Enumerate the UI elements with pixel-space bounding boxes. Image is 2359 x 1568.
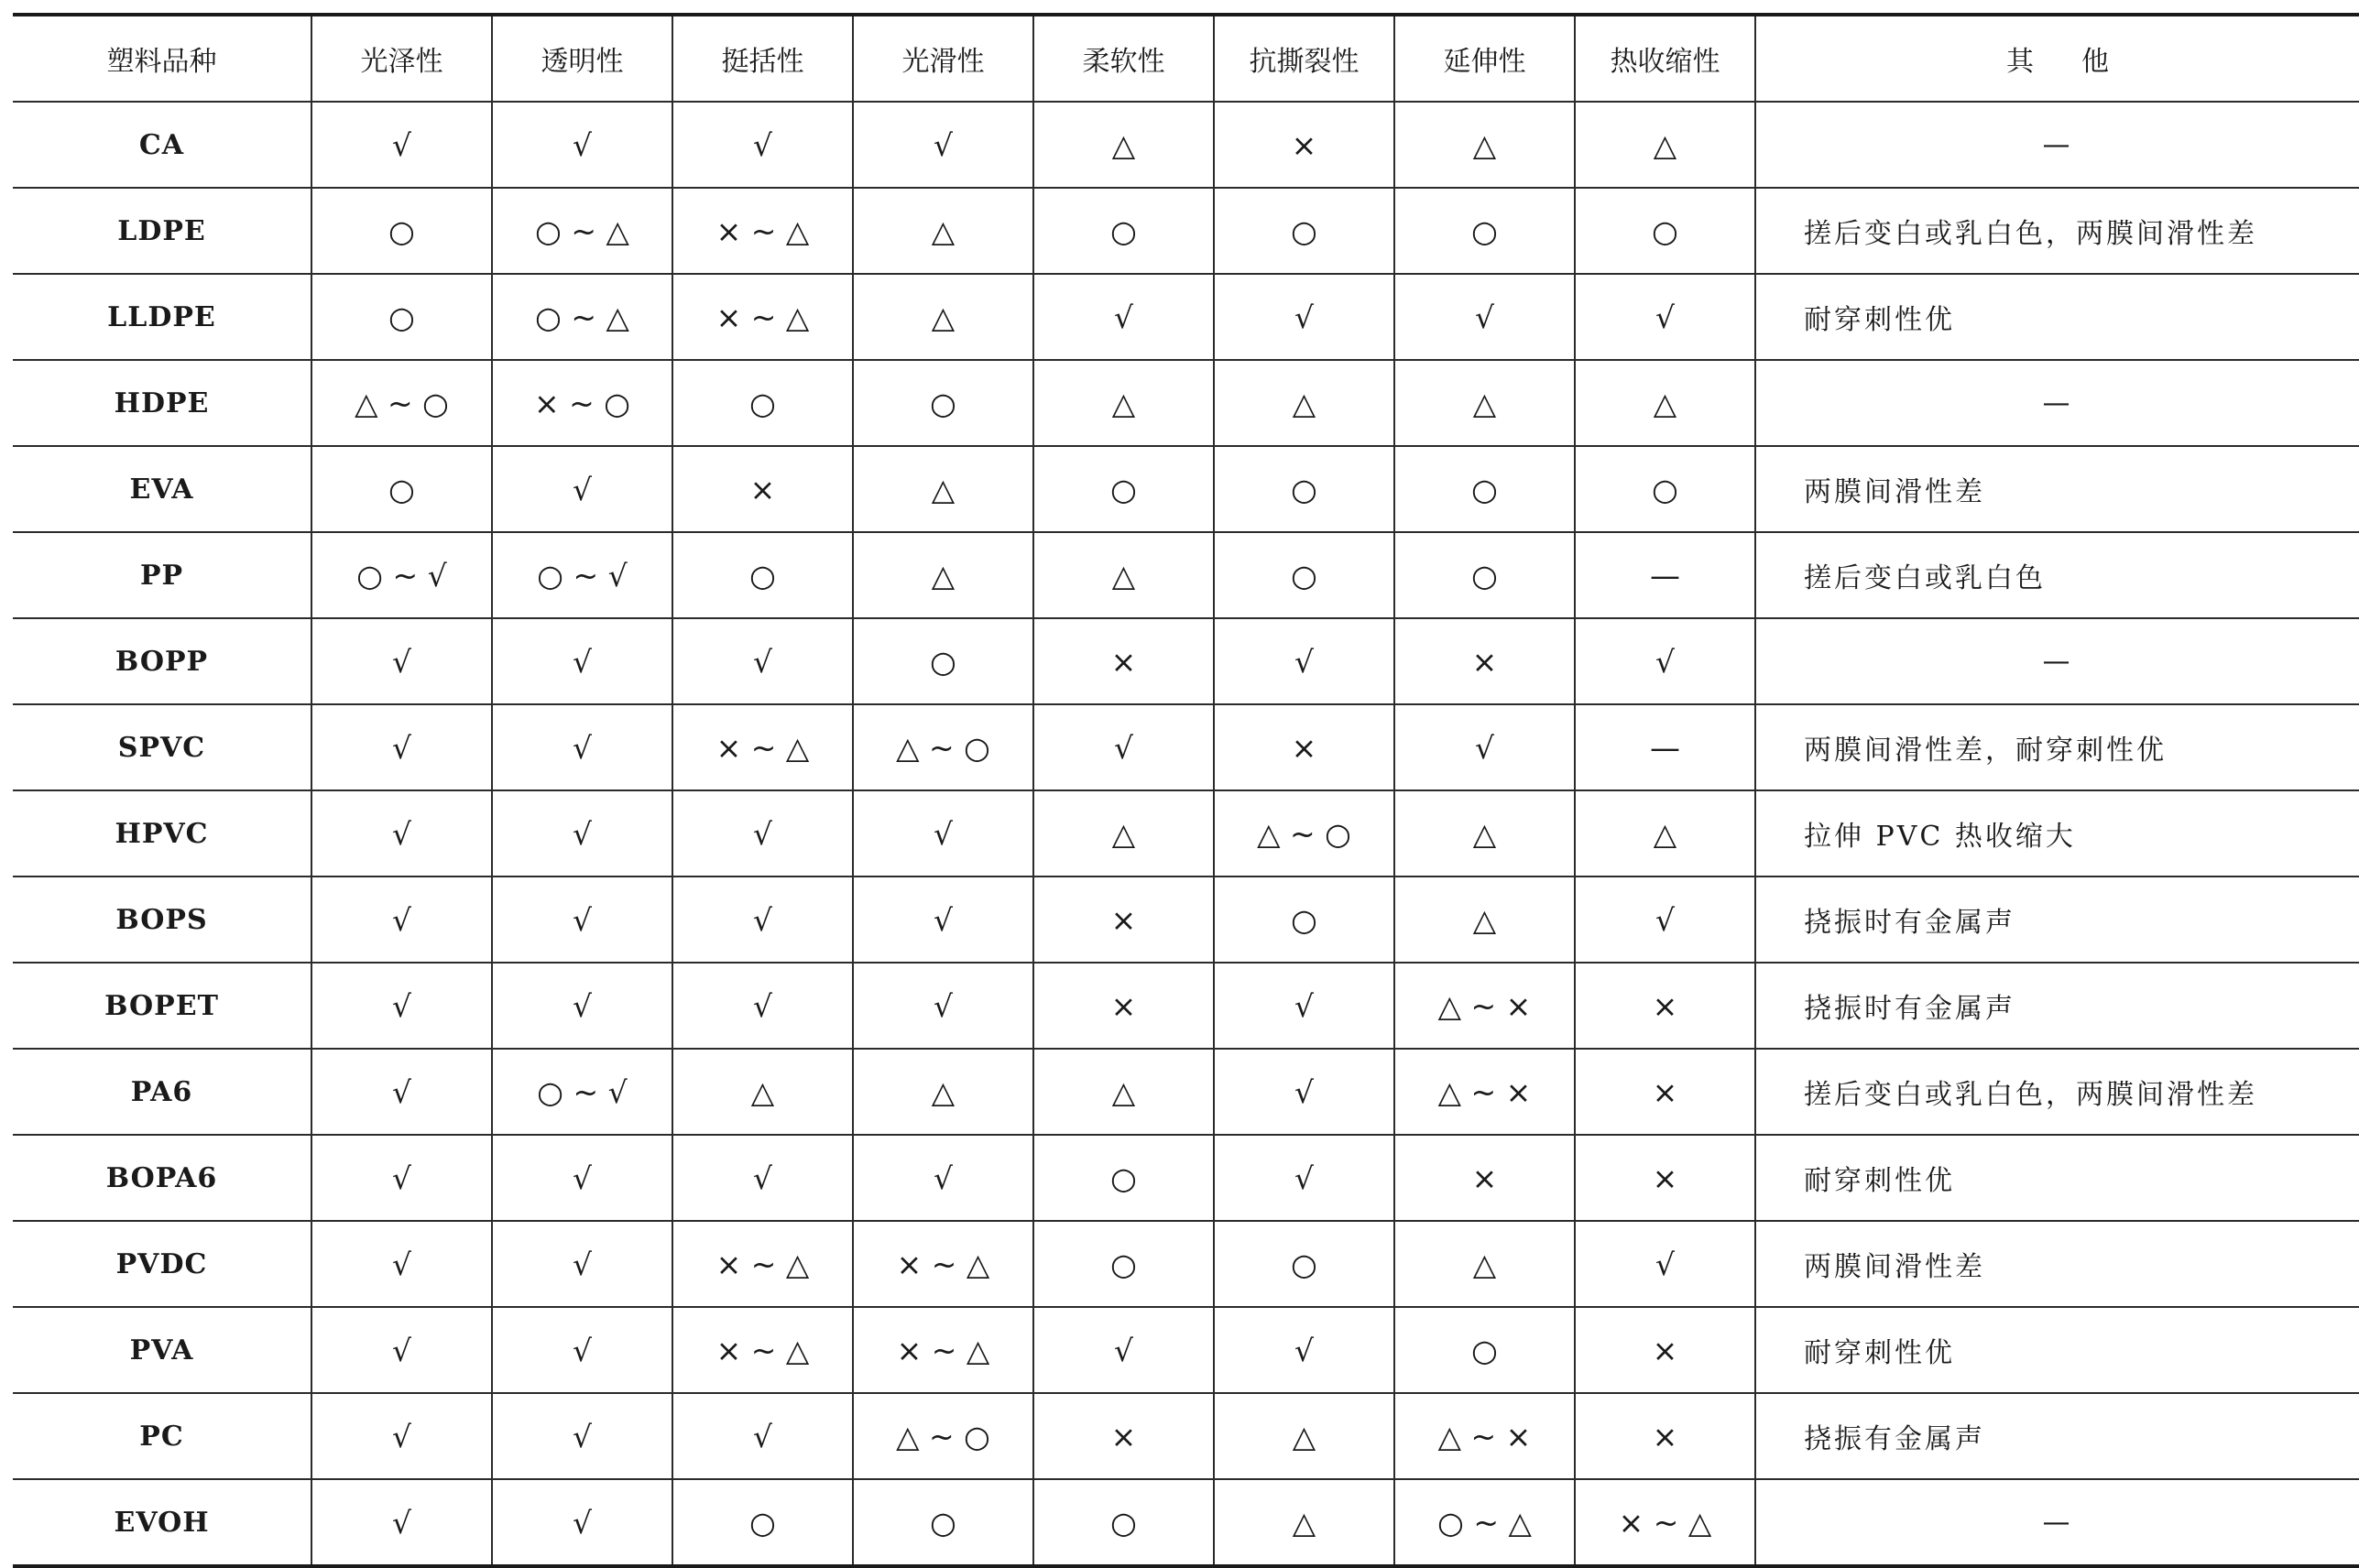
cell-plastic-type: PVDC [13,1221,311,1307]
cell-plastic-type: BOPP [13,618,311,704]
cell-other: 搓后变白或乳白色，两膜间滑性差 [1755,188,2359,274]
cell-other: — [1755,618,2359,704]
cell-softness: ○ [1033,446,1214,532]
cell-transparency: √ [492,102,672,188]
cell-tear-resistance: √ [1214,618,1394,704]
cell-other: 两膜间滑性差 [1755,446,2359,532]
cell-plastic-type: LLDPE [13,274,311,360]
cell-other: — [1755,360,2359,446]
cell-smoothness: × ~ △ [853,1307,1033,1393]
cell-elongation: ○ ~ △ [1394,1479,1575,1566]
table-row [13,1393,2359,1479]
cell-tear-resistance: × [1214,102,1394,188]
cell-softness: × [1033,1393,1214,1479]
header-row [13,15,2359,102]
cell-stiffness: ○ [672,1479,853,1566]
cell-transparency: √ [492,877,672,963]
cell-plastic-type: PA6 [13,1049,311,1135]
cell-tear-resistance: ○ [1214,877,1394,963]
cell-softness: △ [1033,1049,1214,1135]
cell-stiffness: √ [672,963,853,1049]
cell-gloss: ○ [311,188,492,274]
cell-smoothness: △ ~ ○ [853,1393,1033,1479]
cell-tear-resistance: △ ~ ○ [1214,790,1394,877]
cell-softness: △ [1033,102,1214,188]
cell-elongation: ○ [1394,1307,1575,1393]
header-other: 其他 [1755,15,2359,102]
cell-elongation: △ ~ × [1394,1049,1575,1135]
cell-stiffness: × ~ △ [672,704,853,790]
cell-gloss: √ [311,1393,492,1479]
cell-smoothness: △ ~ ○ [853,704,1033,790]
cell-stiffness: × ~ △ [672,1221,853,1307]
header-smoothness: 光滑性 [853,15,1033,102]
cell-transparency: √ [492,790,672,877]
cell-heat-shrinkage: ○ [1575,188,1755,274]
cell-tear-resistance: √ [1214,963,1394,1049]
table-row [13,532,2359,618]
cell-stiffness: △ [672,1049,853,1135]
cell-gloss: ○ [311,446,492,532]
table-row [13,1307,2359,1393]
cell-transparency: ○ ~ √ [492,532,672,618]
cell-transparency: √ [492,446,672,532]
cell-tear-resistance: ○ [1214,446,1394,532]
cell-other: 挠振时有金属声 [1755,877,2359,963]
cell-tear-resistance: √ [1214,1307,1394,1393]
cell-other: 两膜间滑性差，耐穿刺性优 [1755,704,2359,790]
cell-stiffness: × ~ △ [672,274,853,360]
cell-stiffness: ○ [672,532,853,618]
cell-softness: ○ [1033,1479,1214,1566]
cell-heat-shrinkage: √ [1575,618,1755,704]
cell-plastic-type: CA [13,102,311,188]
cell-plastic-type: EVA [13,446,311,532]
cell-other: 耐穿刺性优 [1755,1307,2359,1393]
cell-elongation: △ ~ × [1394,963,1575,1049]
cell-heat-shrinkage: √ [1575,274,1755,360]
cell-heat-shrinkage: ○ [1575,446,1755,532]
cell-tear-resistance: ○ [1214,532,1394,618]
cell-elongation: △ [1394,360,1575,446]
cell-elongation: △ [1394,1221,1575,1307]
cell-softness: √ [1033,1307,1214,1393]
table-row [13,188,2359,274]
cell-elongation: ○ [1394,446,1575,532]
cell-elongation: ○ [1394,532,1575,618]
table-row [13,704,2359,790]
cell-other: 挠振时有金属声 [1755,963,2359,1049]
cell-heat-shrinkage: × [1575,963,1755,1049]
cell-softness: × [1033,618,1214,704]
cell-heat-shrinkage: × [1575,1049,1755,1135]
cell-stiffness: ○ [672,360,853,446]
cell-heat-shrinkage: × ~ △ [1575,1479,1755,1566]
cell-softness: × [1033,877,1214,963]
cell-elongation: △ [1394,790,1575,877]
cell-plastic-type: PVA [13,1307,311,1393]
header-elongation: 延伸性 [1394,15,1575,102]
cell-tear-resistance: × [1214,704,1394,790]
cell-elongation: √ [1394,274,1575,360]
cell-other: 拉伸 PVC 热收缩大 [1755,790,2359,877]
cell-transparency: √ [492,963,672,1049]
cell-gloss: √ [311,1135,492,1221]
cell-gloss: ○ [311,274,492,360]
cell-gloss: √ [311,790,492,877]
table-row [13,1221,2359,1307]
cell-smoothness: × ~ △ [853,1221,1033,1307]
cell-transparency: √ [492,1221,672,1307]
cell-other: 挠振有金属声 [1755,1393,2359,1479]
cell-gloss: √ [311,704,492,790]
cell-plastic-type: SPVC [13,704,311,790]
cell-plastic-type: BOPS [13,877,311,963]
cell-gloss: √ [311,1479,492,1566]
cell-tear-resistance: ○ [1214,1221,1394,1307]
header-gloss: 光泽性 [311,15,492,102]
cell-other: 耐穿刺性优 [1755,274,2359,360]
cell-smoothness: √ [853,877,1033,963]
cell-smoothness: √ [853,963,1033,1049]
cell-transparency: √ [492,1479,672,1566]
cell-plastic-type: BOPA6 [13,1135,311,1221]
cell-gloss: √ [311,102,492,188]
table-row [13,102,2359,188]
cell-transparency: × ~ ○ [492,360,672,446]
table-row [13,1479,2359,1566]
cell-other: — [1755,102,2359,188]
cell-gloss: √ [311,877,492,963]
cell-heat-shrinkage: × [1575,1135,1755,1221]
cell-tear-resistance: √ [1214,1135,1394,1221]
cell-smoothness: △ [853,188,1033,274]
cell-gloss: √ [311,1307,492,1393]
cell-stiffness: × [672,446,853,532]
table-row [13,446,2359,532]
cell-gloss: √ [311,963,492,1049]
cell-plastic-type: HDPE [13,360,311,446]
cell-stiffness: × ~ △ [672,1307,853,1393]
cell-transparency: √ [492,1135,672,1221]
header-tear-resistance: 抗撕裂性 [1214,15,1394,102]
cell-heat-shrinkage: — [1575,532,1755,618]
cell-smoothness: ○ [853,360,1033,446]
cell-other: — [1755,1479,2359,1566]
table-row [13,274,2359,360]
header-plastic-type: 塑料品种 [13,15,311,102]
cell-heat-shrinkage: × [1575,1393,1755,1479]
table-body [13,102,2359,1566]
cell-gloss: ○ ~ √ [311,532,492,618]
table-row [13,1049,2359,1135]
cell-gloss: √ [311,1049,492,1135]
table-row [13,1135,2359,1221]
cell-elongation: × [1394,1135,1575,1221]
cell-stiffness: √ [672,618,853,704]
cell-elongation: △ ~ × [1394,1393,1575,1479]
cell-tear-resistance: ○ [1214,188,1394,274]
cell-softness: √ [1033,704,1214,790]
cell-smoothness: ○ [853,618,1033,704]
table-header [13,15,2359,102]
cell-heat-shrinkage: √ [1575,877,1755,963]
header-stiffness: 挺括性 [672,15,853,102]
cell-tear-resistance: △ [1214,360,1394,446]
cell-softness: √ [1033,274,1214,360]
cell-plastic-type: LDPE [13,188,311,274]
cell-softness: △ [1033,360,1214,446]
cell-softness: ○ [1033,1135,1214,1221]
cell-transparency: √ [492,1307,672,1393]
cell-transparency: √ [492,618,672,704]
table-row [13,618,2359,704]
cell-other: 搓后变白或乳白色 [1755,532,2359,618]
cell-transparency: ○ ~ △ [492,274,672,360]
cell-gloss: √ [311,618,492,704]
plastic-film-properties-table [13,13,2359,1568]
cell-plastic-type: PC [13,1393,311,1479]
cell-elongation: △ [1394,877,1575,963]
cell-smoothness: △ [853,446,1033,532]
cell-transparency: √ [492,704,672,790]
cell-other: 两膜间滑性差 [1755,1221,2359,1307]
cell-smoothness: √ [853,790,1033,877]
header-softness: 柔软性 [1033,15,1214,102]
cell-transparency: ○ ~ △ [492,188,672,274]
cell-stiffness: √ [672,790,853,877]
cell-stiffness: √ [672,877,853,963]
cell-smoothness: △ [853,532,1033,618]
cell-heat-shrinkage: — [1575,704,1755,790]
table-row [13,877,2359,963]
cell-softness: △ [1033,790,1214,877]
cell-tear-resistance: △ [1214,1479,1394,1566]
cell-softness: △ [1033,532,1214,618]
cell-tear-resistance: △ [1214,1393,1394,1479]
cell-stiffness: √ [672,1393,853,1479]
cell-elongation: × [1394,618,1575,704]
table-row [13,790,2359,877]
cell-stiffness: × ~ △ [672,188,853,274]
cell-gloss: △ ~ ○ [311,360,492,446]
cell-smoothness: √ [853,102,1033,188]
cell-stiffness: √ [672,102,853,188]
cell-elongation: ○ [1394,188,1575,274]
cell-other: 搓后变白或乳白色，两膜间滑性差 [1755,1049,2359,1135]
cell-smoothness: √ [853,1135,1033,1221]
cell-heat-shrinkage: √ [1575,1221,1755,1307]
cell-heat-shrinkage: △ [1575,360,1755,446]
cell-smoothness: △ [853,274,1033,360]
cell-transparency: √ [492,1393,672,1479]
header-heat-shrinkage: 热收缩性 [1575,15,1755,102]
cell-softness: × [1033,963,1214,1049]
cell-softness: ○ [1033,188,1214,274]
cell-tear-resistance: √ [1214,1049,1394,1135]
cell-smoothness: △ [853,1049,1033,1135]
cell-transparency: ○ ~ √ [492,1049,672,1135]
cell-softness: ○ [1033,1221,1214,1307]
cell-plastic-type: BOPET [13,963,311,1049]
cell-plastic-type: HPVC [13,790,311,877]
cell-heat-shrinkage: × [1575,1307,1755,1393]
header-transparency: 透明性 [492,15,672,102]
cell-smoothness: ○ [853,1479,1033,1566]
cell-other: 耐穿刺性优 [1755,1135,2359,1221]
table-row [13,360,2359,446]
cell-plastic-type: PP [13,532,311,618]
cell-gloss: √ [311,1221,492,1307]
cell-heat-shrinkage: △ [1575,790,1755,877]
cell-plastic-type: EVOH [13,1479,311,1566]
cell-tear-resistance: √ [1214,274,1394,360]
cell-stiffness: √ [672,1135,853,1221]
cell-elongation: △ [1394,102,1575,188]
cell-heat-shrinkage: △ [1575,102,1755,188]
table-row [13,963,2359,1049]
cell-elongation: √ [1394,704,1575,790]
